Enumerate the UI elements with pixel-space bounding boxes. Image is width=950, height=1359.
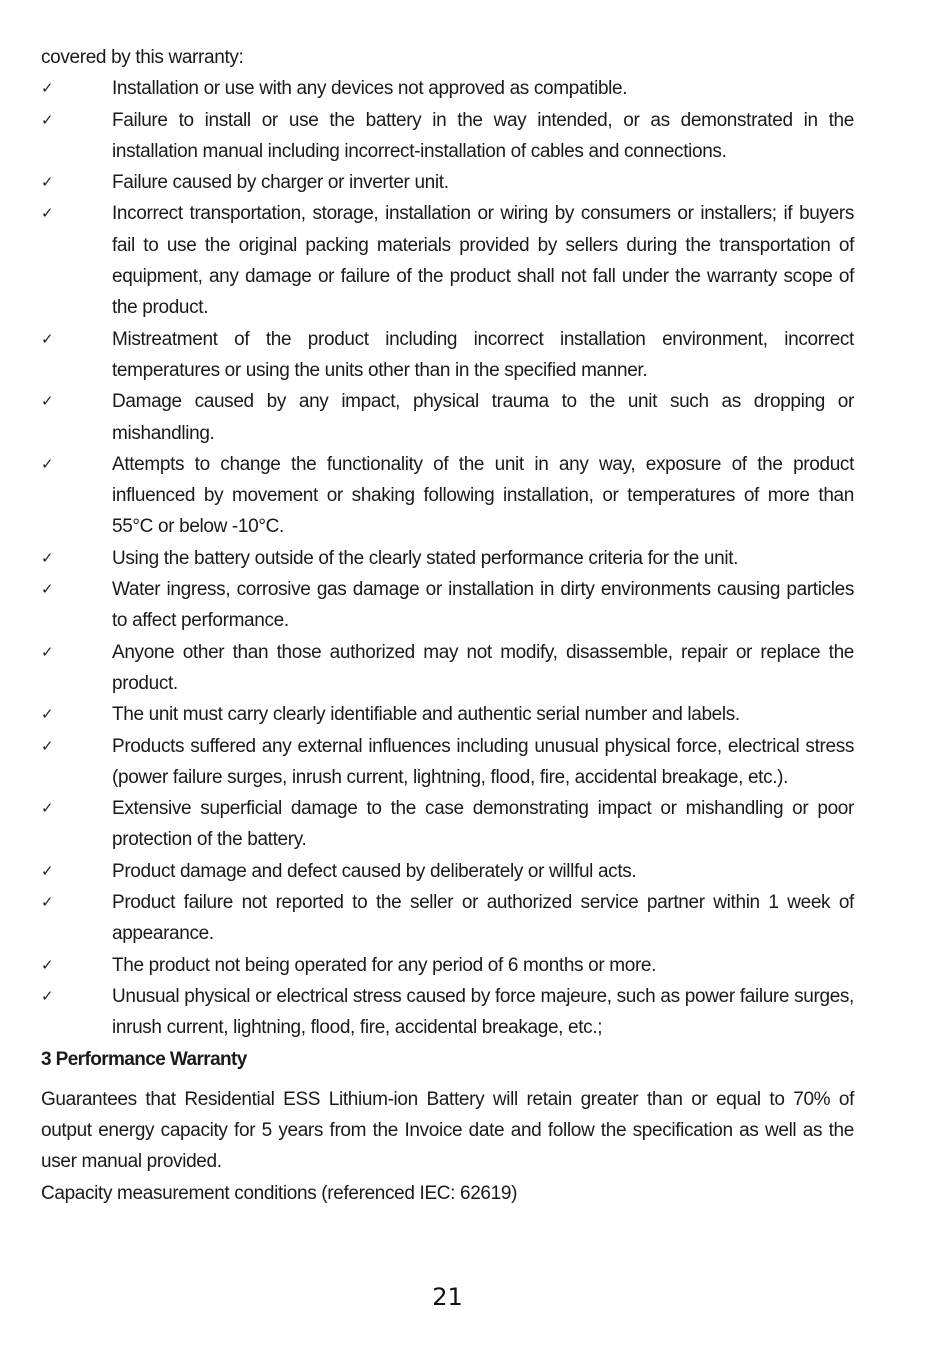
measurement-conditions-text: Capacity measurement conditions (referenced IEC: 62619) bbox=[41, 1182, 518, 1204]
list-item bbox=[41, 73, 854, 104]
checkmark-icon: ✓ bbox=[41, 799, 54, 818]
list-item bbox=[41, 699, 854, 730]
list-item-text: Using the battery outside of the clearly stated performance criteria for the unit. bbox=[112, 547, 739, 569]
checkmark-icon: ✓ bbox=[41, 705, 54, 724]
list-item bbox=[41, 543, 854, 574]
list-item-text: The product not being operated for any period of 6 months or more. bbox=[112, 954, 657, 976]
warranty-exclusions-list bbox=[41, 73, 854, 1043]
list-item bbox=[41, 856, 854, 887]
document-page bbox=[41, 42, 854, 1209]
list-item bbox=[41, 950, 854, 981]
intro-text: covered by this warranty: bbox=[41, 47, 244, 68]
list-item bbox=[41, 198, 854, 323]
list-item-text: Damage caused by any impact, physical trauma to the unit such as dropping or mishandling. bbox=[112, 391, 854, 444]
page-number: 21 bbox=[432, 1283, 463, 1311]
list-item bbox=[41, 324, 854, 387]
list-item-text: Anyone other than those authorized may not modify, disassemble, repair or replace the product. bbox=[112, 641, 854, 694]
checkmark-icon: ✓ bbox=[41, 173, 54, 192]
checkmark-icon: ✓ bbox=[41, 392, 54, 411]
list-item-text: Unusual physical or electrical stress caused by force majeure, such as power failure surges, inrush current, lightning, flood, fire, accidental breakage, etc.; bbox=[112, 985, 854, 1039]
list-item bbox=[41, 449, 854, 543]
list-item-text: Products suffered any external influences including unusual physical force, electrical stress (power failure surges, inrush current, lightning, flood, fire, accidental breakage, etc.). bbox=[112, 735, 854, 788]
list-item bbox=[41, 637, 854, 700]
list-item-text: Failure to install or use the battery in the way intended, or as demonstrated in the installation manual including incorrect-installation of cables and connections. bbox=[112, 109, 854, 162]
list-item-text: Incorrect transportation, storage, installation or wiring by consumers or installers; if buyers fail to use the original packing materials provided by sellers during the transportation of equipment, any damage or failure of the product shall not fall under the warranty scope of the product. bbox=[112, 203, 854, 319]
list-item-text: Mistreatment of the product including incorrect installation environment, incorrect temperatures or using the units other than in the specified manner. bbox=[112, 328, 854, 381]
list-item bbox=[41, 386, 854, 449]
checkmark-icon: ✓ bbox=[41, 986, 54, 1005]
list-item bbox=[41, 105, 854, 168]
performance-warranty-paragraph: Guarantees that Residential ESS Lithium-ion Battery will retain greater than or equal to 70% of output energy capacity for 5 years from the Invoice date and follow the specification as well as the user manual provided. bbox=[41, 1088, 854, 1173]
list-item-text: Product failure not reported to the seller or authorized service partner within 1 week of appearance. bbox=[112, 892, 854, 945]
list-item-text: Failure caused by charger or inverter unit. bbox=[112, 172, 449, 194]
checkmark-icon: ✓ bbox=[41, 79, 54, 98]
list-item bbox=[41, 887, 854, 950]
checkmark-icon: ✓ bbox=[41, 548, 54, 567]
list-item-text: Extensive superficial damage to the case demonstrating impact or mishandling or poor protection of the battery. bbox=[112, 798, 854, 851]
list-item-text: Attempts to change the functionality of the unit in any way, exposure of the product influenced by movement or shaking following installation, or temperatures of more than 55°C or below -10°C. bbox=[112, 453, 854, 538]
list-item-text: Product damage and defect caused by deliberately or willful acts. bbox=[112, 860, 637, 882]
checkmark-icon: ✓ bbox=[41, 861, 54, 880]
checkmark-icon: ✓ bbox=[41, 642, 54, 661]
checkmark-icon: ✓ bbox=[41, 329, 54, 348]
section-heading: 3 Performance Warranty bbox=[41, 1048, 247, 1070]
checkmark-icon: ✓ bbox=[41, 204, 54, 223]
checkmark-icon: ✓ bbox=[41, 893, 54, 912]
list-item bbox=[41, 731, 854, 794]
list-item bbox=[41, 574, 854, 637]
list-item-text: Water ingress, corrosive gas damage or installation in dirty environments causing particles to affect performance. bbox=[112, 579, 854, 632]
checkmark-icon: ✓ bbox=[41, 454, 54, 473]
list-item bbox=[41, 793, 854, 856]
list-item bbox=[41, 981, 854, 1044]
list-item bbox=[41, 167, 854, 198]
checkmark-icon: ✓ bbox=[41, 110, 54, 129]
checkmark-icon: ✓ bbox=[41, 580, 54, 599]
checkmark-icon: ✓ bbox=[41, 736, 54, 755]
list-item-text: Installation or use with any devices not approved as compatible. bbox=[112, 78, 628, 100]
list-item-text: The unit must carry clearly identifiable and authentic serial number and labels. bbox=[112, 704, 740, 726]
checkmark-icon: ✓ bbox=[41, 955, 54, 974]
